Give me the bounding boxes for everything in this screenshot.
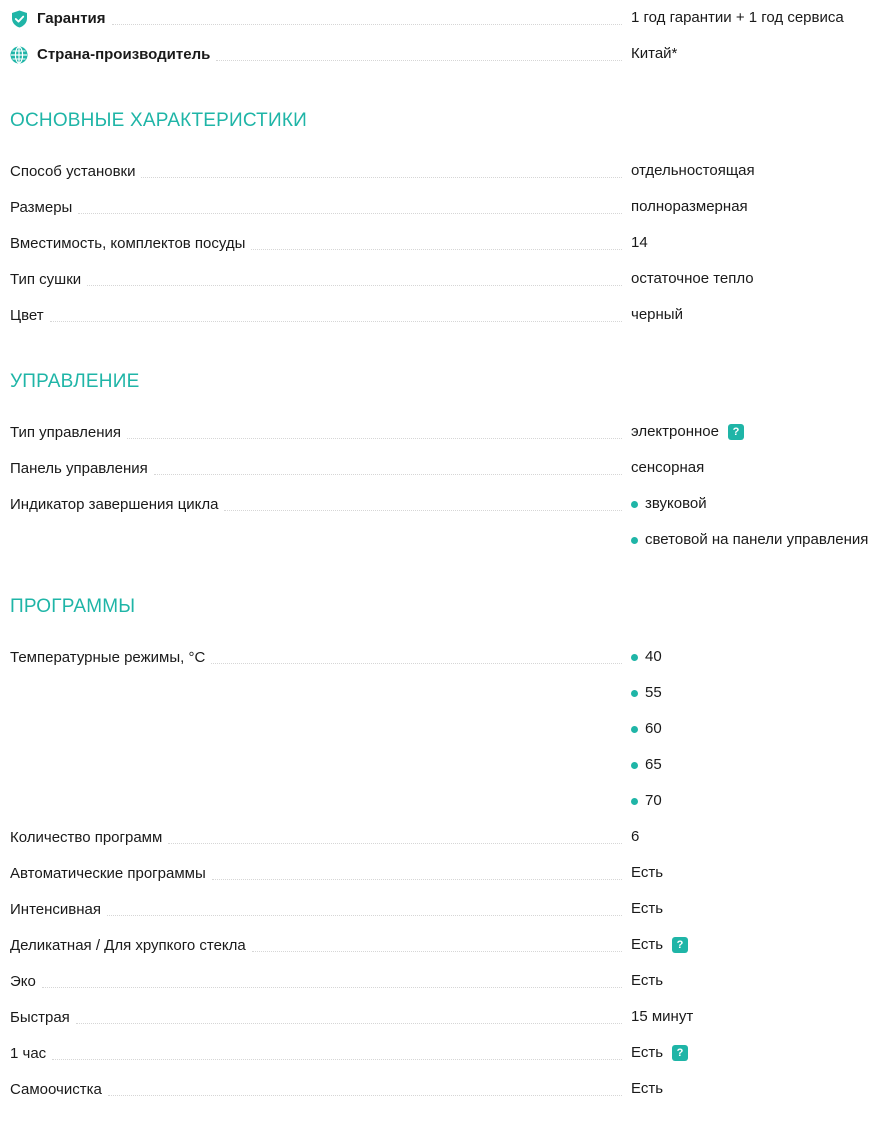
spec-row [10,161,630,181]
leader-dots [211,663,622,664]
globe-icon [10,46,28,64]
section-title-main: ОСНОВНЫЕ ХАРАКТЕРИСТИКИ [10,110,307,131]
leader-dots [87,285,622,286]
spec-value [631,233,648,253]
leader-dots [50,321,622,322]
leader-dots [154,474,622,475]
spec-row [10,935,630,955]
leader-dots [224,510,622,511]
value-text: Есть [631,972,664,989]
value-text: 15 минут [631,1008,694,1025]
shield-check-icon [10,10,28,28]
leader-dots [76,1023,622,1024]
value-text: отдельностоящая [631,162,755,179]
leader-dots [252,951,622,952]
bullet-icon [631,501,638,508]
spec-row [10,899,630,919]
spec-label: Температурные режимы, °C [10,649,211,667]
country-label: Страна-производитель [37,46,211,63]
value-text: световой на панели управления [645,531,869,548]
spec-value [631,935,688,955]
spec-label: Размеры [10,199,78,217]
spec-row-country [10,44,630,64]
spec-row [10,863,630,883]
value-text: 40 [645,648,662,665]
spec-row [10,233,630,253]
spec-value [631,971,663,991]
spec-value [631,1007,693,1027]
spec-label: Самоочистка [10,1081,108,1099]
spec-value [631,863,663,883]
list-item [631,791,662,811]
spec-row [10,1043,630,1063]
spec-label: Быстрая [10,1009,76,1027]
spec-label: Панель управления [10,460,154,478]
value-text: 65 [645,756,662,773]
spec-label: Деликатная / Для хрупкого стекла [10,937,252,955]
leader-dots [42,987,622,988]
leader-dots [141,177,622,178]
value-text: Есть [631,900,664,917]
value-text: 14 [631,234,648,251]
value-text: 6 [631,828,640,845]
help-icon[interactable]: ? [672,937,688,953]
spec-label: Тип управления [10,424,127,442]
spec-row [10,1007,630,1027]
spec-label: Цвет [10,307,50,325]
value-text: остаточное тепло [631,270,754,287]
spec-value [631,161,755,181]
spec-label: Эко [10,973,42,991]
value-text: Есть [631,1080,664,1097]
value-text: 1 год гарантии + 1 год сервиса [631,9,844,26]
spec-value [631,422,744,442]
spec-row [10,827,630,847]
leader-dots [216,60,622,61]
warranty-value [631,8,844,28]
spec-row [10,458,630,478]
spec-row [10,494,630,514]
spec-row-warranty [10,8,630,28]
list-item [631,530,868,550]
value-text: Есть [631,1044,664,1061]
leader-dots [127,438,622,439]
spec-value [631,269,754,289]
leader-dots [52,1059,622,1060]
spec-value [631,1043,688,1063]
spec-label: Интенсивная [10,901,107,919]
spec-label: Количество программ [10,829,168,847]
spec-row [10,647,630,667]
list-item [631,683,662,703]
value-text: звуковой [645,495,707,512]
list-item [631,494,707,514]
spec-label [10,10,112,28]
value-text: Китай* [631,45,678,62]
spec-label: Способ установки [10,163,141,181]
bullet-icon [631,762,638,769]
leader-dots [212,879,622,880]
list-item [631,719,662,739]
spec-label: Тип сушки [10,271,87,289]
spec-value [631,899,663,919]
leader-dots [112,24,622,25]
spec-row [10,269,630,289]
spec-label: 1 час [10,1045,52,1063]
help-icon[interactable]: ? [672,1045,688,1061]
value-text: сенсорная [631,459,705,476]
leader-dots [107,915,622,916]
spec-row [10,1079,630,1099]
value-text: 60 [645,720,662,737]
bullet-icon [631,654,638,661]
bullet-icon [631,798,638,805]
spec-row [10,422,630,442]
spec-label: Вместимость, комплектов посуды [10,235,251,253]
section-title-programs: ПРОГРАММЫ [10,596,136,617]
value-text: 70 [645,792,662,809]
value-text: Есть [631,864,664,881]
spec-value [631,827,639,847]
spec-row [10,971,630,991]
spec-label [10,46,216,64]
leader-dots [108,1095,622,1096]
bullet-icon [631,537,638,544]
value-text: черный [631,306,683,323]
spec-value [631,1079,663,1099]
country-value [631,44,677,64]
spec-row [10,197,630,217]
section-title-control: УПРАВЛЕНИЕ [10,371,140,392]
spec-label: Автоматические программы [10,865,212,883]
value-text: 55 [645,684,662,701]
value-text: электронное [631,423,719,440]
spec-value [631,197,748,217]
value-text: Есть [631,936,664,953]
bullet-icon [631,726,638,733]
leader-dots [251,249,622,250]
spec-row [10,305,630,325]
help-icon[interactable]: ? [728,424,744,440]
leader-dots [168,843,622,844]
spec-label: Индикатор завершения цикла [10,496,224,514]
list-item [631,755,662,775]
spec-value [631,305,683,325]
value-text: полноразмерная [631,198,748,215]
spec-value [631,458,704,478]
bullet-icon [631,690,638,697]
leader-dots [78,213,622,214]
warranty-label: Гарантия [37,10,106,27]
list-item [631,647,662,667]
